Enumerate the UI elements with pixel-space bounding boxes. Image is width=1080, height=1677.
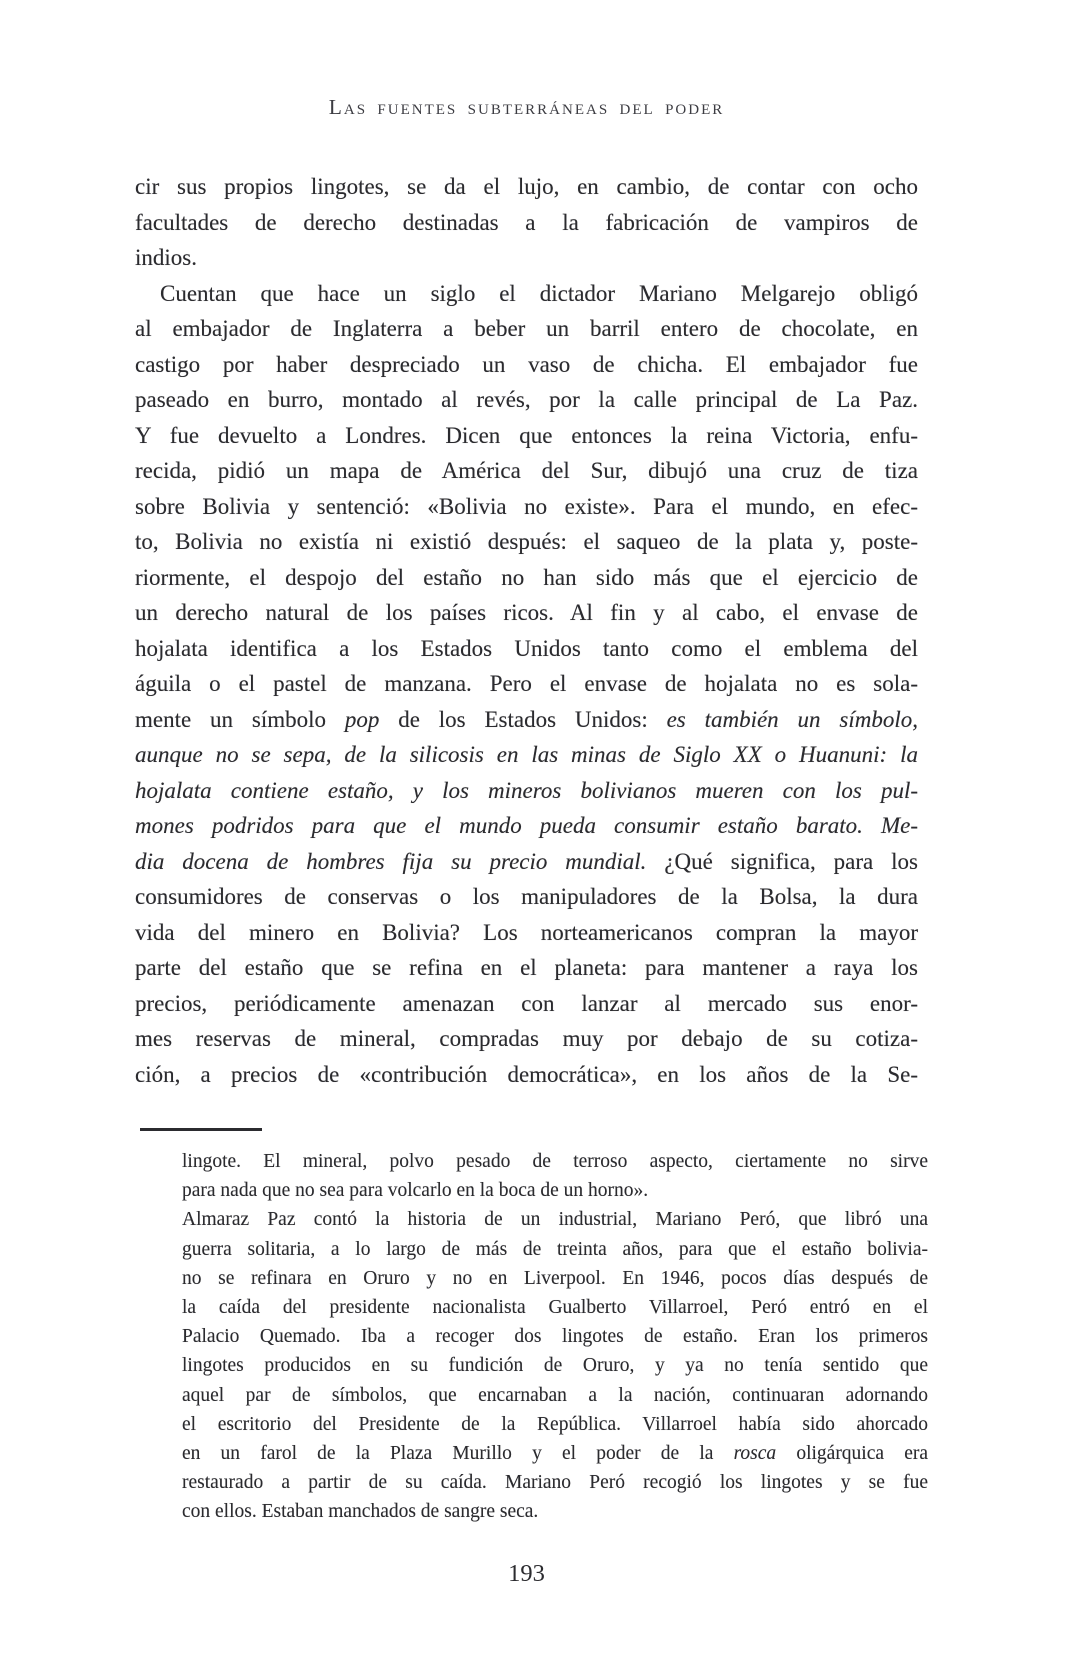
text-line: lingote. El mineral, polvo pesado de terroso aspecto, ciertamente no sirve bbox=[182, 1151, 928, 1172]
text-line: precios, periódicamente amenazan con lanzar al mercado sus enor- bbox=[135, 990, 918, 1016]
text-line: riormente, el despojo del estaño no han sido más que el ejercicio de bbox=[135, 564, 918, 590]
text-line: águila o el pastel de manzana. Pero el envase de hojalata no es sola- bbox=[135, 671, 918, 696]
text-line: hojalata identifica a los Estados Unidos tanto como el emblema del bbox=[135, 635, 918, 661]
text-line: para nada que no sea para volcarlo en la boca de un horno». bbox=[182, 1180, 649, 1202]
footnote-text bbox=[182, 1147, 928, 1527]
text-line: aunque no se sepa, de la silicosis en las minas de Siglo XX o Huanuni: la bbox=[135, 742, 918, 767]
text-line: Cuentan que hace un siglo el dictador Mariano Melgarejo obligó bbox=[160, 280, 918, 306]
text-line: guerra solitaria, a lo largo de más de treinta años, para que el estaño bolivia- bbox=[182, 1238, 928, 1260]
text-line: hojalata contiene estaño, y los mineros bolivianos mueren con los pul- bbox=[135, 777, 918, 803]
text-line: dia docena de hombres fija su precio mundial. ¿Qué significa, para los bbox=[135, 848, 918, 874]
text-line: indios. bbox=[135, 245, 197, 270]
text-line: ción, a precios de «contribución democrática», en los años de la Se- bbox=[135, 1061, 918, 1087]
text-line: recida, pidió un mapa de América del Sur, dibujó una cruz de tiza bbox=[135, 458, 918, 483]
text-line: mones podridos para que el mundo pueda consumir estaño barato. Me- bbox=[135, 813, 918, 838]
text-line: Palacio Quemado. Iba a recoger dos lingotes de estaño. Eran los primeros bbox=[182, 1326, 928, 1348]
text-line: to, Bolivia no existía ni existió después: el saqueo de la plata y, poste- bbox=[135, 529, 918, 554]
text-line: sobre Bolivia y sentenció: «Bolivia no existe». Para el mundo, en efec- bbox=[135, 493, 918, 519]
text-line: el escritorio del Presidente de la República. Villarroel había sido ahorcado bbox=[182, 1413, 928, 1435]
text-line: al embajador de Inglaterra a beber un barril entero de chocolate, en bbox=[135, 316, 918, 341]
text-line: mes reservas de mineral, compradas muy por debajo de su cotiza- bbox=[135, 1026, 918, 1051]
text-line: consumidores de conservas o los manipuladores de la Bolsa, la dura bbox=[135, 884, 918, 909]
text-line: restaurado a partir de su caída. Mariano Peró recogió los lingotes y se fue bbox=[182, 1472, 928, 1494]
text-line: cir sus propios lingotes, se da el lujo, en cambio, de contar con ocho bbox=[135, 174, 918, 199]
text-line: en un farol de la Plaza Murillo y el poder de la rosca oligárquica era bbox=[182, 1443, 928, 1465]
text-line: lingotes producidos en su fundición de Oruro, y ya no tenía sentido que bbox=[182, 1355, 928, 1377]
text-line: castigo por haber despreciado un vaso de chicha. El embajador fue bbox=[135, 351, 918, 377]
text-line: aquel par de símbolos, que encarnaban a la nación, continuaran adornando bbox=[182, 1384, 928, 1406]
text-line: paseado en burro, montado al revés, por la calle principal de La Paz. bbox=[135, 387, 918, 412]
main-text bbox=[135, 169, 918, 1092]
text-line: con ellos. Estaban manchados de sangre seca. bbox=[182, 1501, 539, 1523]
text-line: facultades de derecho destinadas a la fabricación de vampiros de bbox=[135, 209, 918, 235]
running-header: Las fuentes subterráneas del poder bbox=[328, 95, 725, 119]
page-number: 193 bbox=[508, 1560, 545, 1587]
text-line: Y fue devuelto a Londres. Dicen que entonces la reina Victoria, enfu- bbox=[135, 422, 918, 448]
footnote-rule bbox=[140, 1128, 262, 1131]
text-line: parte del estaño que se refina en el planeta: para mantener a raya los bbox=[135, 955, 918, 980]
text-line: Almaraz Paz contó la historia de un industrial, Mariano Peró, que libró una bbox=[182, 1209, 928, 1231]
text-line: mente un símbolo pop de los Estados Unidos: es también un símbolo, bbox=[135, 706, 918, 732]
text-line: la caída del presidente nacionalista Gualberto Villarroel, Peró entró en el bbox=[182, 1297, 928, 1319]
text-line: no se refinara en Oruro y no en Liverpool. En 1946, pocos días después de bbox=[182, 1267, 928, 1289]
text-line: vida del minero en Bolivia? Los norteamericanos compran la mayor bbox=[135, 919, 918, 945]
text-line: un derecho natural de los países ricos. Al fin y al cabo, el envase de bbox=[135, 600, 918, 625]
